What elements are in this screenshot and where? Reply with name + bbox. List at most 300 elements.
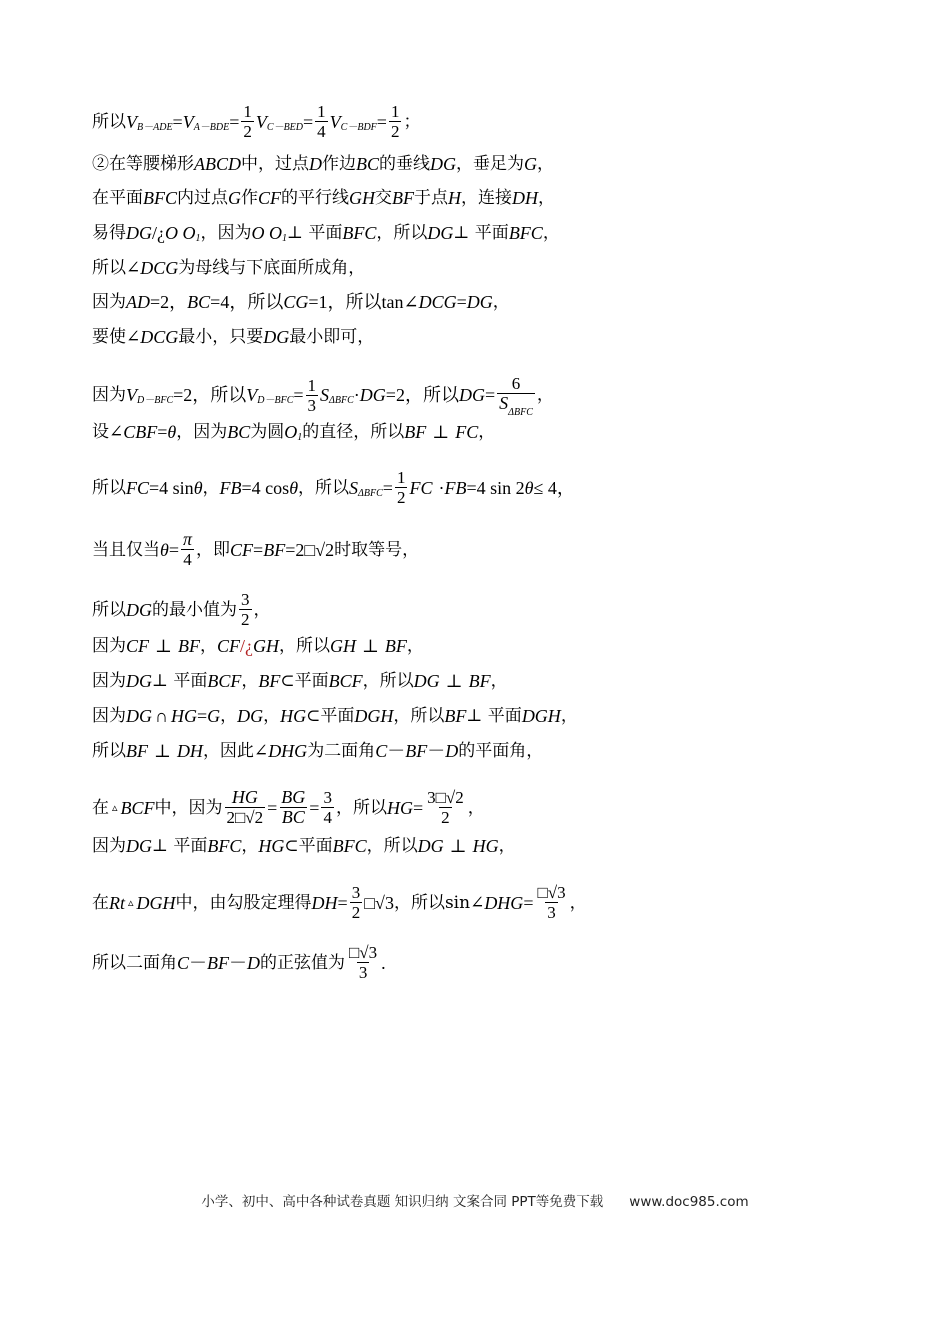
- fraction: [225, 788, 266, 827]
- denominator: 2: [390, 122, 400, 141]
- math: FC: [409, 477, 433, 498]
- text: =: [157, 422, 168, 442]
- sqrt-glyph: □√3: [364, 892, 394, 913]
- text: ，: [202, 477, 220, 498]
- numerator: 3□√2: [427, 788, 464, 807]
- text: ，: [263, 706, 281, 726]
- line-14: [92, 671, 508, 691]
- denominator: 3: [358, 963, 368, 982]
- math: D: [309, 154, 322, 174]
- text: 时取等号，: [334, 539, 420, 560]
- math: θ: [289, 477, 299, 498]
- math: V: [329, 111, 341, 132]
- denominator: 4: [183, 550, 192, 569]
- text: 的直径，所以: [302, 422, 405, 442]
- math: DGH: [521, 706, 561, 726]
- text: =: [456, 292, 467, 312]
- page-footer: [0, 1190, 950, 1210]
- math: D: [445, 741, 459, 761]
- text: 为母线与下底面所成角，: [178, 258, 366, 278]
- text: ，即: [196, 539, 231, 560]
- fraction: [315, 102, 328, 141]
- text: =4，所以: [210, 292, 284, 312]
- triangle-symbol: ▵: [128, 896, 134, 909]
- text: －: [229, 952, 248, 973]
- text: ⊂平面: [280, 671, 329, 691]
- text: =4 cos: [241, 477, 290, 498]
- text: ，所以sin∠: [393, 892, 485, 913]
- math: DG: [126, 599, 152, 620]
- denominator: 2: [243, 122, 252, 141]
- math: DGH: [354, 706, 394, 726]
- math: V: [255, 111, 267, 132]
- numerator: 1: [396, 468, 406, 487]
- text: =: [197, 706, 208, 726]
- math: DG: [417, 836, 444, 856]
- text: ②在等腰梯形: [92, 154, 194, 174]
- text: 中，过点: [241, 154, 309, 174]
- text: ，所以: [362, 671, 414, 691]
- line-1: [92, 102, 420, 141]
- math: FB: [444, 477, 467, 498]
- math: BF: [444, 706, 467, 726]
- text: 于点: [414, 188, 449, 208]
- text: ，: [498, 836, 516, 856]
- line-2: [92, 154, 554, 174]
- text: 易得: [92, 223, 126, 243]
- text: ，: [199, 636, 217, 656]
- text: ·: [353, 385, 360, 405]
- text: 内过点: [177, 188, 228, 208]
- math: DG: [126, 836, 152, 856]
- text: 最小即可，: [289, 327, 375, 347]
- text: 交: [375, 188, 393, 208]
- fraction: [279, 788, 307, 827]
- text: ，所以: [298, 477, 350, 498]
- text: 在: [92, 892, 109, 913]
- math: DG: [458, 385, 485, 405]
- subscript: 1: [195, 233, 201, 244]
- numerator: 6: [511, 374, 521, 393]
- math: O O: [165, 223, 196, 243]
- text: 在平面: [92, 188, 143, 208]
- line-20: [92, 943, 386, 982]
- denominator: 3: [547, 903, 556, 922]
- text: =2，所以: [385, 385, 459, 405]
- text: =: [267, 797, 278, 818]
- subscript: 1: [297, 432, 303, 443]
- subscript: 1: [282, 233, 287, 244]
- denominator: 2: [241, 610, 250, 629]
- text: =: [309, 797, 320, 818]
- math: =: [303, 111, 314, 132]
- text: 因为: [92, 385, 126, 405]
- fraction: [497, 374, 535, 416]
- math: BF: [207, 952, 230, 973]
- math: HG: [280, 706, 307, 726]
- text: ⊂平面: [306, 706, 355, 726]
- text: 的平行线: [281, 188, 350, 208]
- parallel-symbol: /¿: [239, 636, 253, 656]
- math: DG: [126, 706, 152, 726]
- text: ≤ 4，: [533, 477, 575, 498]
- text: ，: [537, 154, 555, 174]
- denominator: 2: [396, 488, 406, 507]
- denominator: 2: [441, 808, 450, 827]
- text: ，因为: [176, 422, 228, 442]
- text: ，所以: [278, 636, 330, 656]
- math: DHG: [484, 892, 524, 913]
- text: 所以: [92, 111, 126, 132]
- line-12: [92, 590, 271, 629]
- subscript: D－BFC: [257, 395, 294, 406]
- math: DG: [126, 671, 152, 691]
- math: θ: [160, 539, 169, 560]
- math: S: [320, 385, 330, 405]
- text: =2，所以: [173, 385, 247, 405]
- math: =: [376, 111, 387, 132]
- denominator: 3: [307, 395, 317, 415]
- text: 因为: [92, 292, 126, 312]
- numerator: 3: [323, 788, 332, 807]
- math: DG: [466, 292, 493, 312]
- math: DH: [176, 741, 203, 761]
- subscript: ΔBFC: [508, 407, 533, 418]
- math: BFC: [143, 188, 177, 208]
- text: ，所以: [366, 836, 418, 856]
- text: ，: [490, 671, 508, 691]
- math: DH: [311, 892, 338, 913]
- subscript: C－BED: [266, 121, 304, 133]
- fraction: [389, 102, 402, 141]
- line-8: [92, 374, 554, 416]
- fraction: [306, 376, 319, 415]
- text: ，: [253, 599, 271, 620]
- numerator: BG: [281, 787, 306, 807]
- text: ，因此∠: [202, 741, 269, 761]
- text: =1，所以tan∠: [308, 292, 419, 312]
- text: =: [412, 797, 424, 818]
- text: 所以: [92, 599, 126, 620]
- math: C: [375, 741, 388, 761]
- text: ，: [478, 422, 496, 442]
- math: BC: [356, 154, 380, 174]
- text: ，: [560, 706, 578, 726]
- subscript: C－BDF: [340, 121, 377, 133]
- text: ，所以: [376, 223, 428, 243]
- math: FB: [219, 477, 242, 498]
- line-4: [92, 223, 560, 243]
- denominator: 2: [351, 903, 361, 922]
- text: 因为: [92, 836, 126, 856]
- math: V: [126, 111, 137, 132]
- text: 的正弦值为: [260, 952, 346, 973]
- math: HG: [472, 836, 499, 856]
- numerator: 1: [307, 375, 317, 395]
- text: －: [189, 952, 208, 973]
- numerator: 1: [243, 102, 252, 121]
- text: 要使∠: [92, 327, 141, 347]
- text: .: [381, 952, 386, 973]
- math: CG: [283, 292, 309, 312]
- math: CF: [216, 636, 240, 656]
- fraction: [241, 102, 254, 141]
- text: 在: [92, 797, 109, 818]
- math: DHG: [268, 741, 308, 761]
- text: 所以二面角: [92, 952, 177, 973]
- math: HG: [171, 706, 197, 726]
- math: BC: [227, 422, 251, 442]
- line-19: [92, 883, 587, 922]
- math: V: [182, 111, 194, 132]
- math: DG: [263, 327, 290, 347]
- text: ⊥: [445, 671, 463, 691]
- denominator: 4: [323, 808, 332, 827]
- line-11: [92, 530, 419, 569]
- text: 最小，只要: [178, 327, 264, 347]
- math: HG: [258, 836, 285, 856]
- math: BF: [384, 636, 407, 656]
- text: =: [253, 539, 264, 560]
- text: 的平面角，: [458, 741, 544, 761]
- text: 所以: [92, 741, 126, 761]
- text: 作边: [322, 154, 356, 174]
- text: 因为: [92, 636, 126, 656]
- text: ⊂平面: [284, 836, 333, 856]
- numerator: π: [183, 529, 193, 549]
- line-9: [92, 422, 495, 442]
- text: 为圆: [250, 422, 285, 442]
- math: C: [177, 952, 190, 973]
- text: 的垂线: [379, 154, 431, 174]
- text: 为二面角: [307, 741, 376, 761]
- math: BFC: [508, 223, 543, 243]
- numerator: HG: [231, 787, 258, 807]
- math: DG: [427, 223, 454, 243]
- text: ⊥: [449, 836, 467, 856]
- text: =: [337, 892, 348, 913]
- math: CF: [258, 188, 282, 208]
- text: =4 sin: [149, 477, 194, 498]
- fraction: [239, 590, 252, 629]
- subscript: ΔBFC: [358, 487, 383, 499]
- line-10: [92, 468, 575, 507]
- math: θ: [167, 422, 177, 442]
- text: =: [293, 385, 304, 405]
- text: =: [382, 477, 393, 498]
- line-15: [92, 706, 578, 726]
- math: CF: [126, 636, 150, 656]
- math: DG: [430, 154, 457, 174]
- math: BFC: [342, 223, 377, 243]
- fraction: [321, 788, 334, 827]
- text: ，: [467, 797, 485, 818]
- math: BCF: [328, 671, 363, 691]
- math: θ: [193, 477, 203, 498]
- numerator: □√3: [349, 943, 378, 962]
- subscript: ΔBFC: [329, 395, 354, 406]
- text: 所以∠: [92, 258, 141, 278]
- text: ，: [569, 892, 587, 913]
- sqrt-glyph: □√2: [304, 539, 335, 560]
- text: 中，因为: [154, 797, 223, 818]
- text: ，: [536, 385, 554, 405]
- text: ，: [538, 188, 556, 208]
- text: ⊥ 平面: [152, 671, 208, 691]
- line-16: [92, 741, 543, 761]
- text: =: [168, 539, 179, 560]
- math: HG: [386, 797, 413, 818]
- text: ⊥: [154, 741, 171, 761]
- denominator: 2□√2: [226, 808, 264, 827]
- line-5: [92, 258, 365, 278]
- text: －: [427, 741, 446, 761]
- text: ⊥ 平面: [453, 223, 509, 243]
- math: G: [207, 706, 221, 726]
- math: V: [246, 385, 258, 405]
- math: H: [448, 188, 462, 208]
- text: ⊥: [432, 422, 450, 442]
- text: ，: [406, 636, 424, 656]
- text: 当且仅当: [92, 539, 160, 560]
- subscript: D－BFC: [137, 395, 174, 406]
- fraction: [181, 530, 194, 569]
- fraction: [425, 788, 466, 827]
- math: BF: [392, 188, 415, 208]
- math: DCG: [418, 292, 457, 312]
- subscript: B－ADE: [137, 121, 173, 133]
- text: =2: [285, 539, 305, 560]
- math: BC: [187, 292, 211, 312]
- text: ，因为: [200, 223, 252, 243]
- text: =: [484, 385, 496, 405]
- text: =4 sin 2: [466, 477, 525, 498]
- math: S: [349, 477, 359, 498]
- math: O O: [251, 223, 282, 243]
- fraction: [350, 883, 363, 922]
- math: Rt: [109, 892, 125, 913]
- text: ，: [241, 671, 259, 691]
- math: BCF: [120, 797, 155, 818]
- text: ，: [492, 292, 510, 312]
- math: DG: [413, 671, 440, 691]
- footer-text: 小学、初中、高中各种试卷真题 知识归纳 文案合同 PPT等免费下载: [201, 1194, 604, 1210]
- text: ，所以: [335, 797, 387, 818]
- text: 所以: [92, 477, 126, 498]
- parallel-symbol: /¿: [152, 223, 165, 243]
- math: DGH: [136, 892, 176, 913]
- fraction: [535, 883, 567, 922]
- numerator: 3: [241, 590, 250, 609]
- text: ⊥: [155, 636, 172, 656]
- text: －: [387, 741, 406, 761]
- math: AD: [126, 292, 150, 312]
- math: D: [247, 952, 261, 973]
- text: ∩: [155, 706, 168, 726]
- math: DH: [512, 188, 539, 208]
- math: DG: [126, 223, 152, 243]
- text: ⊥ 平面: [152, 836, 208, 856]
- math: FC: [455, 422, 479, 442]
- math: θ: [524, 477, 534, 498]
- math: GH: [252, 636, 279, 656]
- math: BCF: [207, 671, 242, 691]
- line-18: [92, 836, 516, 856]
- math: BF: [263, 539, 286, 560]
- denominator: 4: [317, 122, 326, 141]
- math: GH: [329, 636, 356, 656]
- math: =: [172, 111, 183, 132]
- text: =2，: [150, 292, 188, 312]
- fraction: [395, 468, 408, 507]
- math: CBF: [123, 422, 158, 442]
- math: BF: [404, 422, 427, 442]
- subscript: A－BDE: [193, 121, 230, 133]
- line-13: [92, 636, 424, 656]
- math: DCG: [140, 327, 179, 347]
- math: =: [229, 111, 240, 132]
- math: DG: [359, 385, 386, 405]
- denominator: [497, 393, 535, 416]
- numerator: 1: [317, 102, 326, 121]
- text: =: [523, 892, 534, 913]
- footer-site-link[interactable]: www.doc985.com: [629, 1194, 749, 1210]
- math: DG: [237, 706, 264, 726]
- math: DCG: [140, 258, 179, 278]
- text: ，垂足为: [456, 154, 525, 174]
- math: G: [524, 154, 538, 174]
- numerator: 3: [351, 883, 361, 902]
- text: ，所以: [393, 706, 445, 726]
- text: 因为: [92, 706, 126, 726]
- denominator: BC: [281, 807, 305, 827]
- math: V: [126, 385, 137, 405]
- text: 中，由勾股定理得: [175, 892, 312, 913]
- triangle-symbol: ▵: [112, 801, 118, 814]
- math: O: [284, 422, 298, 442]
- math: BF: [126, 741, 148, 761]
- numerator: 1: [390, 102, 400, 121]
- math: BFC: [332, 836, 367, 856]
- text: ，: [241, 836, 259, 856]
- text: 因为: [92, 671, 126, 691]
- fraction: [347, 943, 379, 982]
- math: CF: [230, 539, 254, 560]
- line-17: [92, 788, 485, 827]
- text: 作: [241, 188, 258, 208]
- line-6: [92, 292, 510, 312]
- text: ⊥ 平面: [287, 223, 343, 243]
- math: BF: [177, 636, 200, 656]
- math: BF: [405, 741, 428, 761]
- math: FC: [126, 477, 150, 498]
- math: G: [228, 188, 241, 208]
- text: ·: [438, 477, 445, 498]
- line-7: [92, 327, 374, 347]
- text: 设∠: [92, 422, 124, 442]
- math: BF: [258, 671, 281, 691]
- numerator: □√3: [537, 883, 566, 902]
- math: BF: [468, 671, 491, 691]
- text: ⊥: [361, 636, 379, 656]
- math: GH: [349, 188, 376, 208]
- line-3: [92, 188, 555, 208]
- text: ，: [220, 706, 238, 726]
- math: S: [499, 393, 509, 413]
- text: 的最小值为: [152, 599, 237, 620]
- text: ⊥ 平面: [466, 706, 522, 726]
- math: BFC: [207, 836, 242, 856]
